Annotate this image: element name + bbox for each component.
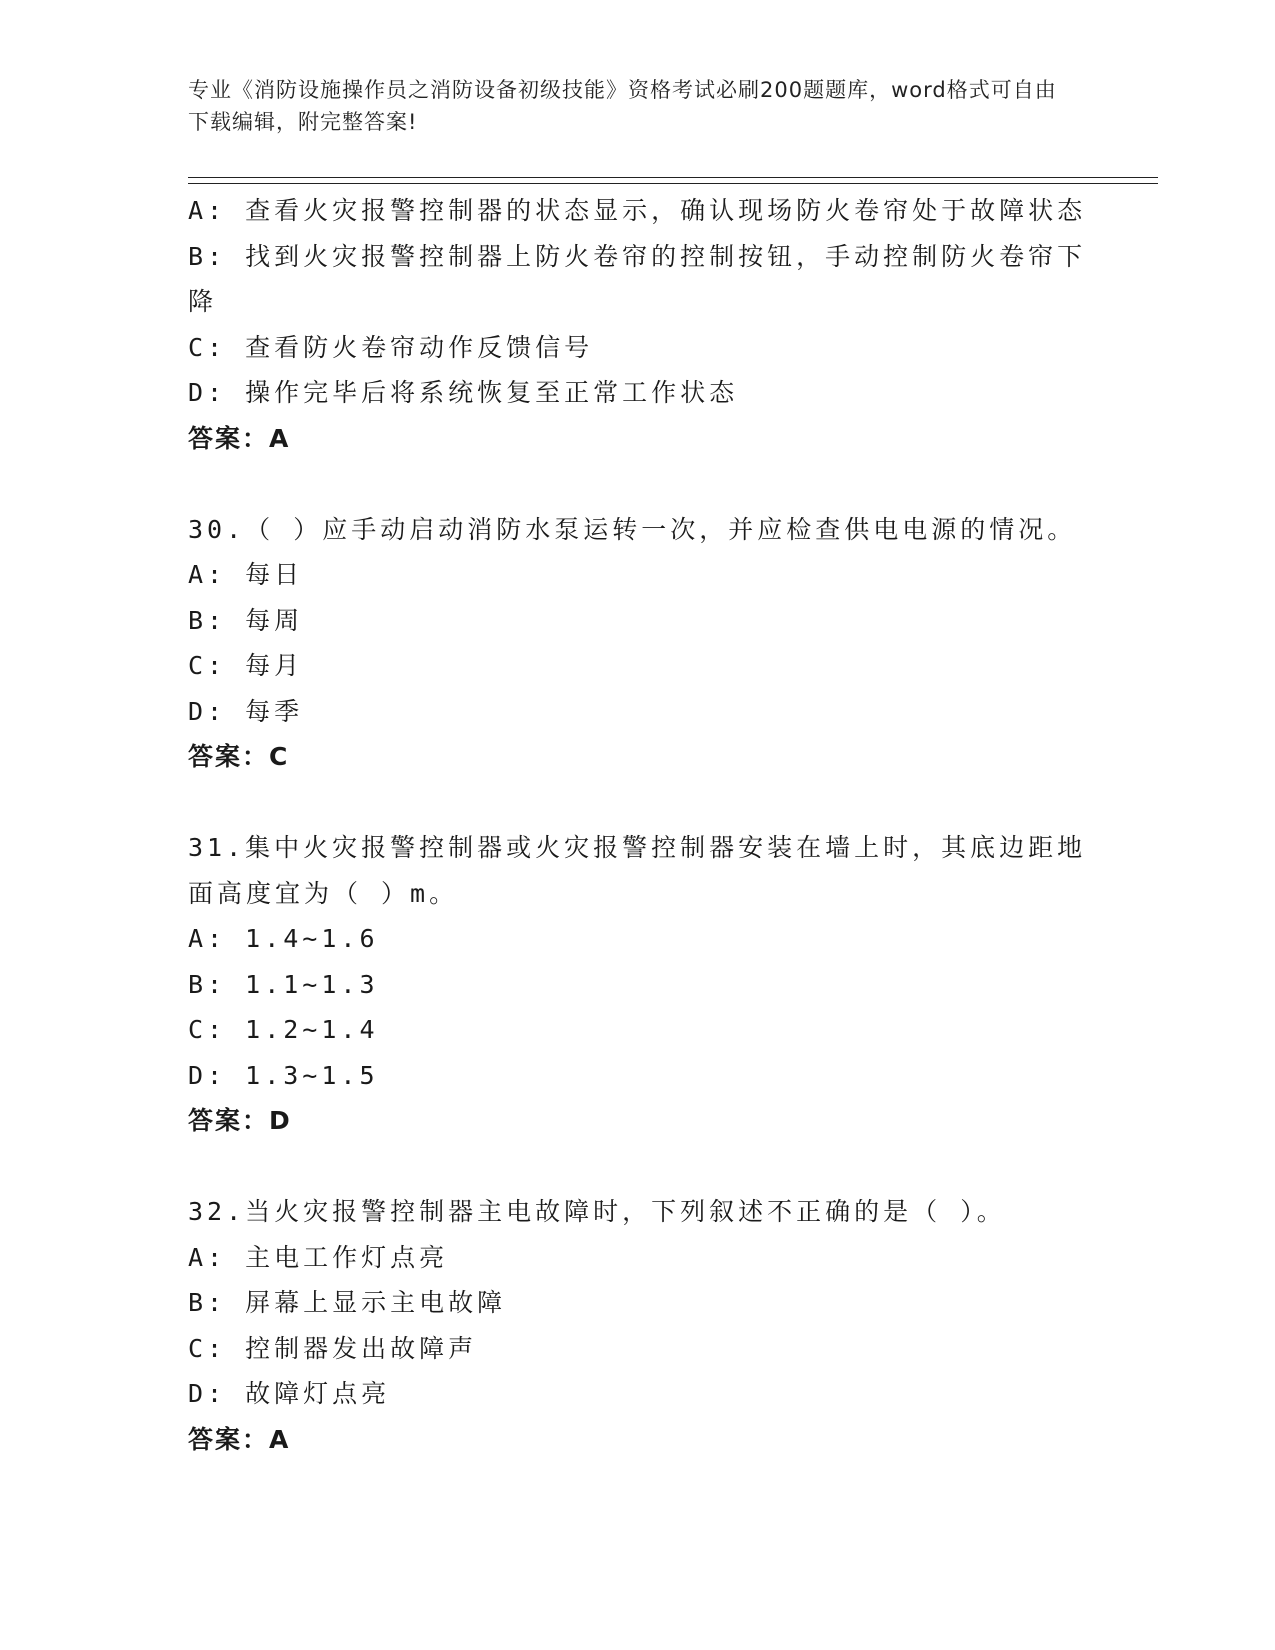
q31-question: 31.集中火灾报警控制器或火灾报警控制器安装在墙上时，其底边距地: [188, 833, 1087, 862]
q30-option-c: C: 每月: [188, 651, 304, 680]
q29-answer: 答案：A: [188, 423, 291, 453]
header-rule-bottom: [188, 183, 1158, 184]
spacer: [188, 1144, 1088, 1190]
spacer: [188, 461, 1088, 507]
q32-option-d: D: 故障灯点亮: [188, 1379, 391, 1408]
header-rule-top: [188, 177, 1158, 178]
q31-option-d: D: 1.3~1.5: [188, 1060, 379, 1090]
q30-option-d: D: 每季: [188, 696, 304, 726]
q29-option-b-continued: 降: [188, 287, 218, 316]
q31-option-c: C: 1.2~1.4: [188, 1015, 379, 1044]
q29-option-b: B: 找到火灾报警控制器上防火卷帘的控制按钮，手动控制防火卷帘下: [188, 241, 1087, 271]
q30-option-b: B: 每周: [188, 605, 304, 635]
q32-option-a: A: 主电工作灯点亮: [188, 1242, 449, 1272]
q31-option-a: A: 1.4~1.6: [188, 924, 379, 953]
q30-question: 30.（ ）应手动启动消防水泵运转一次，并应检查供电电源的情况。: [188, 514, 1077, 544]
q30-answer: 答案：C: [188, 742, 290, 771]
q31-option-b: B: 1.1~1.3: [188, 969, 379, 999]
q29-option-a: A: 查看火灾报警控制器的状态显示，确认现场防火卷帘处于故障状态: [188, 196, 1087, 225]
question-30: [188, 507, 1088, 780]
q32-question: 32.当火灾报警控制器主电故障时，下列叙述不正确的是（ ）。: [188, 1197, 1006, 1226]
question-31: [188, 825, 1088, 1144]
question-content: [188, 188, 1088, 1462]
q32-answer: 答案：A: [188, 1424, 291, 1454]
question-32: [188, 1189, 1088, 1462]
q29-option-c: C: 查看防火卷帘动作反馈信号: [188, 332, 594, 362]
q29-option-d: D: 操作完毕后将系统恢复至正常工作状态: [188, 378, 739, 407]
q30-option-a: A: 每日: [188, 560, 304, 589]
q31-question-continued: 面高度宜为（ ）m。: [188, 878, 459, 908]
q32-option-b: B: 屏幕上显示主电故障: [188, 1288, 507, 1317]
document-header: 专业《消防设施操作员之消防设备初级技能》资格考试必刷200题题库，word格式可自由下载编辑，附完整答案!: [188, 78, 1057, 134]
spacer: [188, 780, 1088, 826]
q31-answer: 答案：D: [188, 1106, 292, 1135]
q32-option-c: C: 控制器发出故障声: [188, 1333, 478, 1363]
question-29: [188, 188, 1088, 461]
